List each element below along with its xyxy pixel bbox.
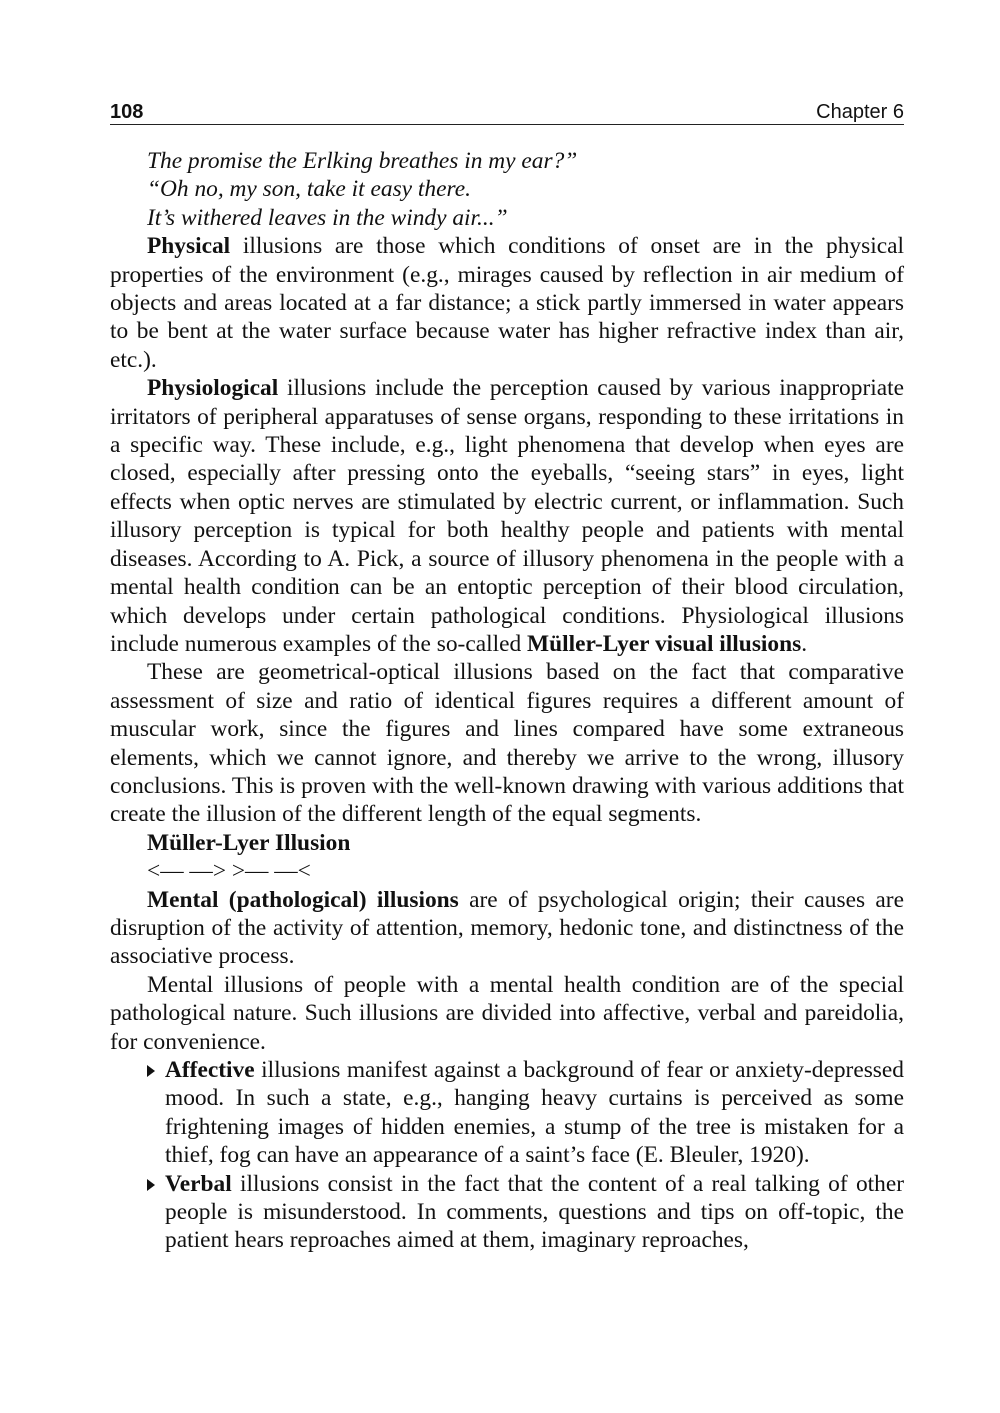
list-item-text: illusions consist in the fact that the content of a real talking of other people is misunderstood. In comments, questions and tips on off-topic, the patient hears reproaches aimed at them, imaginary reproaches, xyxy=(165,1170,904,1254)
page-body xyxy=(110,147,904,1255)
paragraph-text: illusions include the perception caused by various inappropriate irritators of peripheral apparatuses of sense organs, responding to these irritations in a specific way. These include, e.g., light phenomena that develop when eyes are closed, especially after pressing onto the eyeballs, “seeing stars” in eyes, light effects when optic nerves are stimulated by electric current, or inflammation. Such illusory perception is typical for both healthy people and patients with mental diseases. According to A. Pick, a source of illusory phenomena in the people with a mental health condition can be an entoptic perception of their blood circulation, which develops under certain pathological conditions. Physiological illusions include numerous examples of the so-called xyxy=(110,375,904,657)
paragraph-physiological xyxy=(110,374,904,658)
running-header xyxy=(110,98,904,125)
list-item-affective xyxy=(110,1056,904,1170)
verse-line: The promise the Erlking breathes in my ear?” xyxy=(147,148,578,174)
verse-line: It’s withered leaves in the windy air...” xyxy=(147,204,508,231)
heading-text: Müller-Lyer Illusion xyxy=(147,829,351,856)
book-page xyxy=(110,98,904,1255)
list-item-text: illusions manifest against a background of fear or anxiety-depressed mood. In such a state, e.g., hanging heavy curtains is perceived as some frightening images of hidden enemies, a stump of the tree is mistaken for a thief, fog can have an appearance of a saint’s face (E. Bleuler, 1920). xyxy=(165,1057,904,1169)
term-physical: Physical xyxy=(147,233,231,260)
term-verbal: Verbal xyxy=(165,1170,232,1197)
page-number: 108 xyxy=(110,101,144,123)
term-affective: Affective xyxy=(165,1057,255,1083)
muller-lyer-arrows: <— —> >— —< xyxy=(147,858,311,885)
paragraph-text: are of psychological origin; their causes are disruption of the activity of attention, memory, hedonic tone, and distinctness of the associative process. xyxy=(110,886,904,970)
paragraph-end: . xyxy=(801,630,808,657)
verse-line: “Oh no, my son, take it easy there. xyxy=(147,176,471,203)
bullet-triangle-icon xyxy=(147,1065,155,1077)
term-physiological: Physiological xyxy=(147,375,279,402)
muller-lyer-heading xyxy=(110,829,904,857)
list-item-verbal xyxy=(110,1170,904,1255)
paragraph-geometric: These are geometrical-optical illusions based on the fact that comparative assessment of size and ratio of identical figures requires a different amount of muscular work, since the figures and lines compared have some extraneous elements, which we cannot ignore, and thereby we arrive to the wrong, illusory conclusions. This is proven with the well-known drawing with various additions that create the illusion of the different length of the equal segments. xyxy=(110,659,904,828)
paragraph-physical xyxy=(110,232,904,374)
term-mental: Mental (pathological) illusions xyxy=(147,886,459,913)
term-muller-lyer: Müller-Lyer visual illusions xyxy=(527,630,802,657)
paragraph-text: illusions are those which conditions of onset are in the physical properties of the environment (e.g., mirages caused by reflection in air medium of objects and areas located at a far distance; a stick partly immersed in water appears to be bent at the water surface because water has higher refractive index than air, etc.). xyxy=(110,233,904,373)
paragraph-mental-2: Mental illusions of people with a mental health condition are of the special pathological nature. Such illusions are divided into affective, verbal and pareidolia, for convenience. xyxy=(110,971,904,1055)
paragraph-mental xyxy=(110,886,904,971)
illusion-types-list xyxy=(110,1056,904,1255)
bullet-triangle-icon xyxy=(147,1179,155,1191)
chapter-title: Chapter 6 xyxy=(816,101,904,123)
